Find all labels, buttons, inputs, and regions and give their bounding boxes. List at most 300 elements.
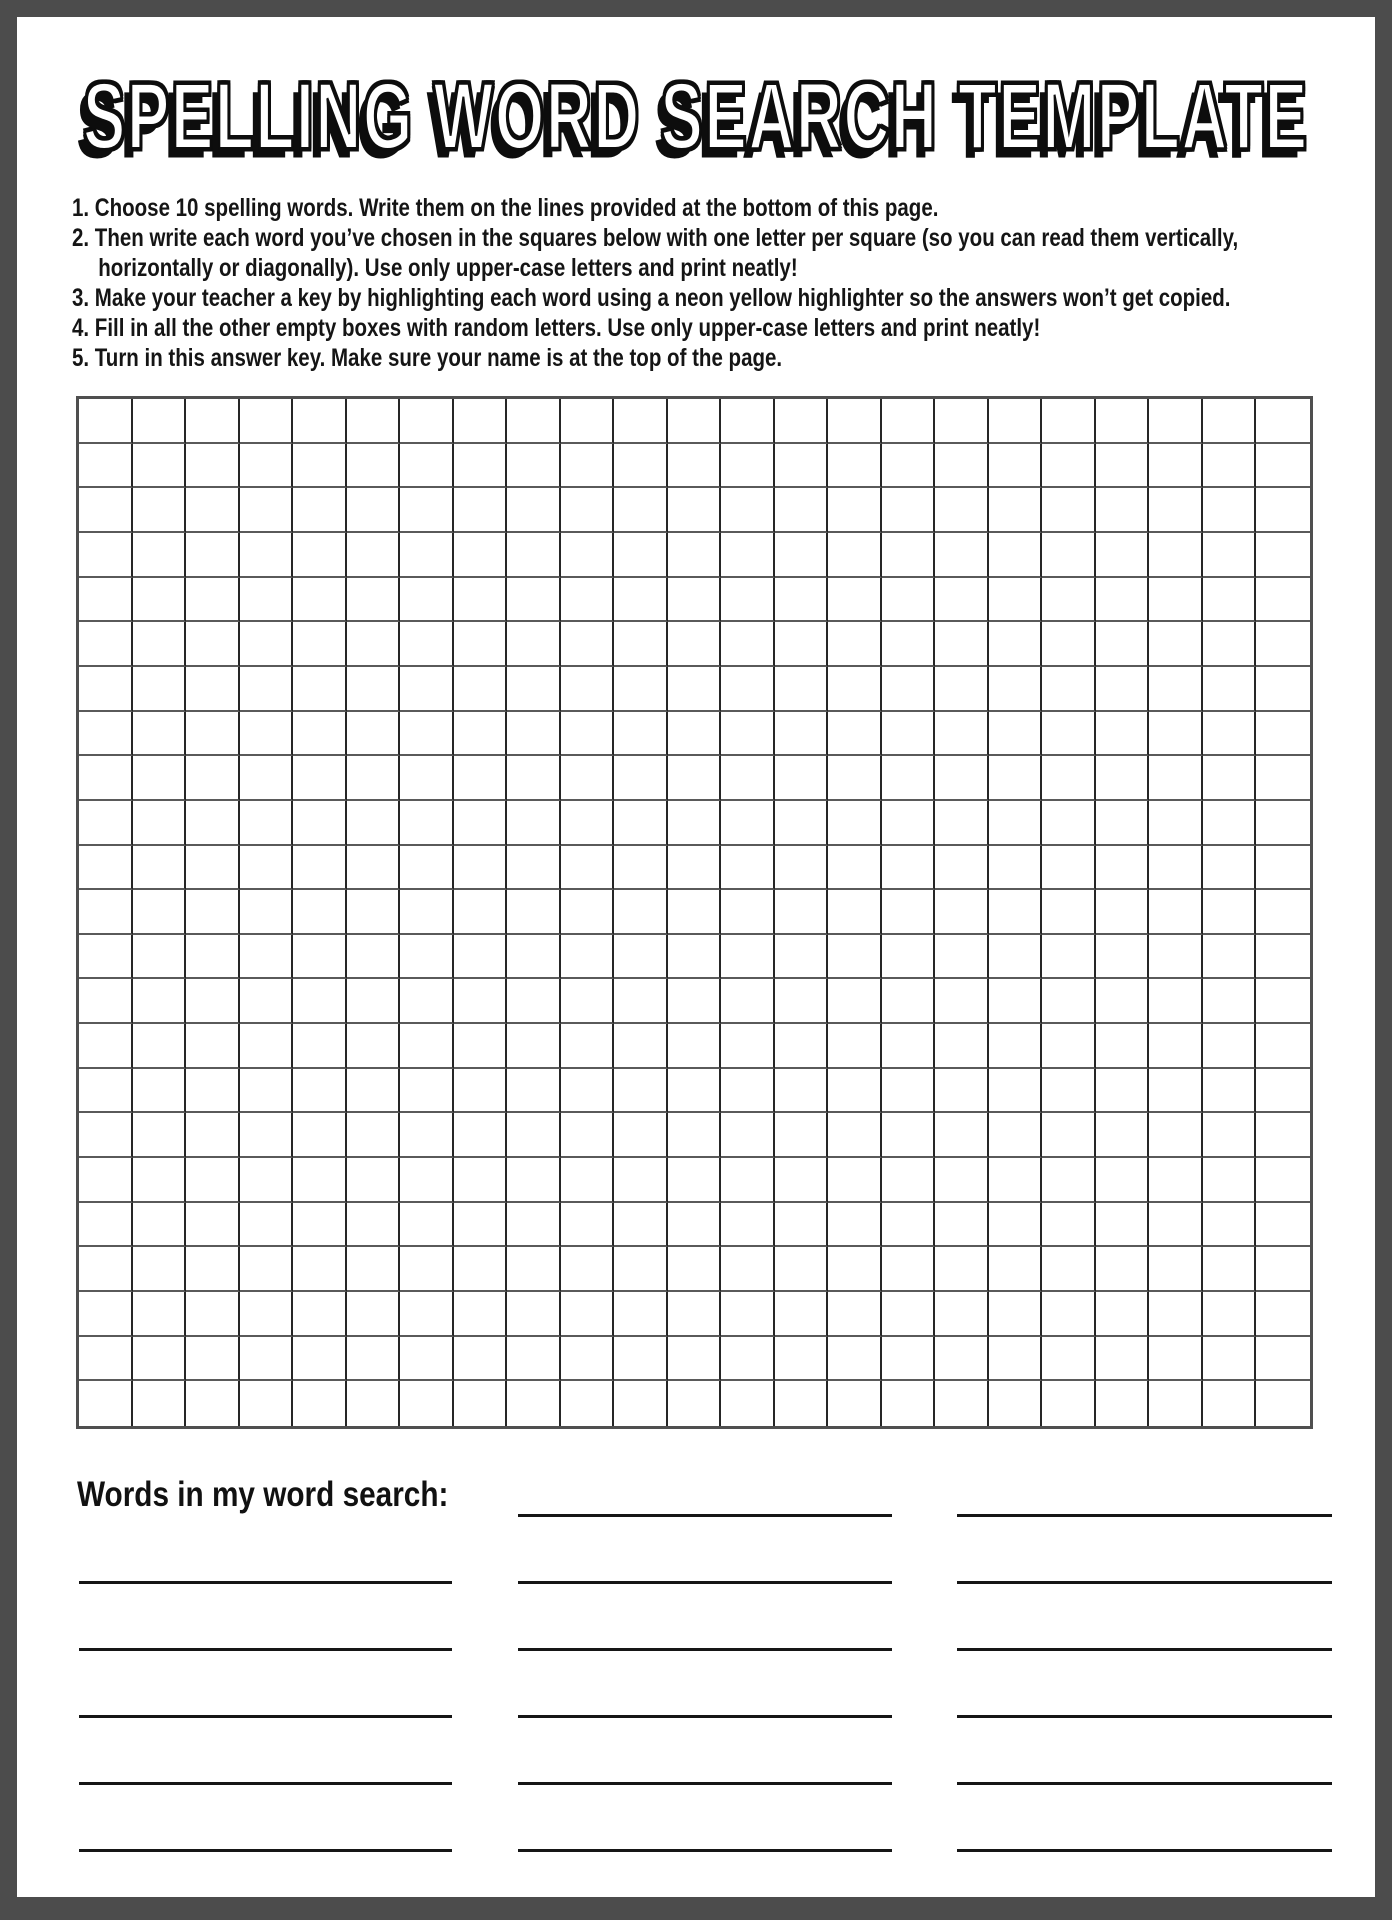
grid-cell	[79, 801, 133, 846]
grid-cell	[186, 1024, 240, 1069]
grid-cell	[935, 622, 989, 667]
grid-cell	[721, 712, 775, 757]
grid-cell	[240, 1113, 294, 1158]
grid-cell	[347, 1113, 401, 1158]
grid-cell	[240, 399, 294, 444]
grid-cell	[721, 1337, 775, 1382]
grid-cell	[1203, 444, 1257, 489]
grid-cell	[1096, 488, 1150, 533]
instructions-list	[72, 193, 1375, 373]
grid-cell	[775, 444, 829, 489]
grid-cell	[454, 399, 508, 444]
grid-cell	[79, 444, 133, 489]
grid-cell	[882, 756, 936, 801]
grid-cell	[507, 622, 561, 667]
grid-cell	[1042, 488, 1096, 533]
grid-cell	[989, 1203, 1043, 1248]
grid-cell	[828, 1158, 882, 1203]
grid-cell	[828, 1381, 882, 1426]
grid-cell	[240, 756, 294, 801]
grid-cell	[775, 846, 829, 891]
grid-cell	[133, 890, 187, 935]
grid-cell	[614, 1113, 668, 1158]
grid-cell	[668, 1024, 722, 1069]
grid-cell	[882, 1292, 936, 1337]
grid-cell	[614, 622, 668, 667]
grid-cell	[989, 712, 1043, 757]
page-title: SPELLING WORD SEARCH TEMPLATE	[83, 64, 1309, 170]
grid-cell	[347, 1381, 401, 1426]
instruction-line: 1. Choose 10 spelling words. Write them on the lines provided at the bottom of this page.	[72, 194, 939, 222]
grid-cell	[1042, 1292, 1096, 1337]
grid-cell	[454, 1024, 508, 1069]
grid-cell	[400, 578, 454, 623]
grid-cell	[186, 756, 240, 801]
grid-cell	[186, 667, 240, 712]
grid-cell	[454, 488, 508, 533]
grid-cell	[1096, 667, 1150, 712]
grid-cell	[507, 890, 561, 935]
word-blank-line	[957, 1648, 1332, 1651]
grid-cell	[400, 801, 454, 846]
grid-cell	[668, 1203, 722, 1248]
grid-cell	[721, 1069, 775, 1114]
grid-cell	[775, 1247, 829, 1292]
word-search-grid	[76, 396, 1313, 1429]
grid-cell	[989, 756, 1043, 801]
instruction-item-4	[72, 313, 1375, 343]
grid-cell	[400, 1158, 454, 1203]
grid-cell	[347, 1292, 401, 1337]
grid-cell	[775, 578, 829, 623]
grid-cell	[240, 935, 294, 980]
grid-cell	[882, 890, 936, 935]
grid-cell	[882, 488, 936, 533]
grid-cell	[828, 935, 882, 980]
grid-cell	[1149, 1381, 1203, 1426]
grid-cell	[989, 1292, 1043, 1337]
grid-cell	[240, 890, 294, 935]
grid-cell	[828, 622, 882, 667]
grid-cell	[293, 578, 347, 623]
word-blank-line	[518, 1782, 892, 1785]
grid-cell	[1042, 1247, 1096, 1292]
grid-cell	[989, 444, 1043, 489]
word-blank-line	[518, 1648, 892, 1651]
grid-cell	[561, 890, 615, 935]
grid-cell	[293, 1337, 347, 1382]
grid-cell	[668, 846, 722, 891]
grid-cell	[935, 1247, 989, 1292]
grid-cell	[668, 444, 722, 489]
instruction-item-2	[72, 223, 1375, 283]
grid-cell	[1256, 1247, 1310, 1292]
grid-cell	[240, 1158, 294, 1203]
instruction-line: horizontally or diagonally). Use only upper-case letters and print neatly!	[98, 254, 798, 282]
grid-cell	[293, 488, 347, 533]
grid-cell	[507, 578, 561, 623]
grid-cell	[882, 846, 936, 891]
grid-cell	[828, 712, 882, 757]
grid-cell	[1256, 756, 1310, 801]
grid-cell	[1042, 979, 1096, 1024]
grid-cell	[882, 979, 936, 1024]
grid-cell	[79, 1113, 133, 1158]
grid-cell	[1256, 1203, 1310, 1248]
grid-cell	[1203, 1292, 1257, 1337]
grid-cell	[1096, 935, 1150, 980]
grid-cell	[240, 1203, 294, 1248]
grid-cell	[454, 890, 508, 935]
grid-cell	[935, 667, 989, 712]
grid-cell	[614, 533, 668, 578]
grid-cell	[347, 801, 401, 846]
grid-cell	[507, 1113, 561, 1158]
grid-cell	[1096, 1292, 1150, 1337]
grid-cell	[561, 1292, 615, 1337]
grid-cell	[293, 1203, 347, 1248]
grid-cell	[1203, 1203, 1257, 1248]
grid-cell	[775, 979, 829, 1024]
grid-cell	[614, 1292, 668, 1337]
grid-cell	[133, 444, 187, 489]
grid-cell	[1042, 444, 1096, 489]
grid-cell	[240, 444, 294, 489]
grid-cell	[989, 846, 1043, 891]
grid-cell	[775, 756, 829, 801]
grid-cell	[1203, 533, 1257, 578]
grid-cell	[1096, 1247, 1150, 1292]
grid-cell	[721, 1292, 775, 1337]
grid-cell	[454, 622, 508, 667]
grid-cell	[347, 1158, 401, 1203]
grid-cell	[347, 399, 401, 444]
grid-cell	[400, 622, 454, 667]
grid-cell	[133, 1024, 187, 1069]
grid-cell	[1149, 1113, 1203, 1158]
grid-cell	[186, 1203, 240, 1248]
grid-cell	[186, 622, 240, 667]
grid-cell	[1096, 399, 1150, 444]
grid-cell	[935, 801, 989, 846]
grid-cell	[775, 712, 829, 757]
grid-cell	[882, 1113, 936, 1158]
grid-cell	[935, 444, 989, 489]
grid-cell	[293, 1247, 347, 1292]
grid-cell	[828, 1203, 882, 1248]
grid-cell	[133, 1292, 187, 1337]
grid-cell	[1096, 756, 1150, 801]
grid-cell	[1256, 578, 1310, 623]
grid-cell	[454, 846, 508, 891]
grid-cell	[721, 1113, 775, 1158]
grid-cell	[240, 846, 294, 891]
grid-cell	[721, 935, 775, 980]
grid-cell	[614, 801, 668, 846]
grid-cell	[347, 1069, 401, 1114]
grid-cell	[882, 1158, 936, 1203]
grid-cell	[79, 1337, 133, 1382]
grid-cell	[721, 667, 775, 712]
grid-cell	[400, 1292, 454, 1337]
grid-cell	[454, 712, 508, 757]
grid-cell	[1096, 801, 1150, 846]
grid-cell	[400, 890, 454, 935]
grid-cell	[721, 756, 775, 801]
grid-cell	[828, 667, 882, 712]
grid-cell	[1042, 1337, 1096, 1382]
grid-cell	[79, 846, 133, 891]
grid-cell	[561, 1381, 615, 1426]
grid-cell	[400, 935, 454, 980]
grid-cell	[614, 444, 668, 489]
grid-cell	[1149, 846, 1203, 891]
grid-cell	[507, 1292, 561, 1337]
grid-cell	[347, 667, 401, 712]
grid-cell	[561, 756, 615, 801]
word-blank-line	[518, 1849, 892, 1852]
grid-cell	[186, 488, 240, 533]
grid-cell	[828, 1024, 882, 1069]
grid-cell	[561, 1203, 615, 1248]
grid-cell	[347, 1337, 401, 1382]
grid-cell	[668, 399, 722, 444]
grid-cell	[1096, 1158, 1150, 1203]
grid-cell	[186, 801, 240, 846]
grid-cell	[454, 667, 508, 712]
words-section-label: Words in my word search:	[77, 1475, 449, 1514]
grid-cell	[293, 533, 347, 578]
grid-cell	[668, 578, 722, 623]
grid-cell	[507, 444, 561, 489]
grid-cell	[1042, 1113, 1096, 1158]
grid-cell	[614, 846, 668, 891]
grid-cell	[454, 1069, 508, 1114]
grid-cell	[828, 488, 882, 533]
grid-cell	[1256, 1069, 1310, 1114]
grid-cell	[1203, 622, 1257, 667]
grid-cell	[989, 578, 1043, 623]
grid-cell	[935, 1069, 989, 1114]
grid-cell	[775, 890, 829, 935]
grid-cell	[507, 1381, 561, 1426]
grid-cell	[293, 846, 347, 891]
grid-cell	[882, 1069, 936, 1114]
grid-cell	[293, 801, 347, 846]
grid-cell	[935, 846, 989, 891]
grid-cell	[293, 1381, 347, 1426]
grid-cell	[989, 801, 1043, 846]
grid-cell	[828, 1292, 882, 1337]
grid-cell	[186, 399, 240, 444]
grid-cell	[1256, 935, 1310, 980]
grid-cell	[1203, 1113, 1257, 1158]
grid-cell	[293, 1024, 347, 1069]
grid-cell	[347, 756, 401, 801]
grid-cell	[400, 756, 454, 801]
grid-cell	[828, 533, 882, 578]
grid-cell	[1256, 667, 1310, 712]
instruction-line: 5. Turn in this answer key. Make sure your name is at the top of the page.	[72, 344, 783, 372]
word-blank-line	[518, 1581, 892, 1584]
grid-cell	[400, 1113, 454, 1158]
grid-cell	[186, 578, 240, 623]
grid-cell	[507, 979, 561, 1024]
grid-cell	[507, 488, 561, 533]
grid-cell	[186, 444, 240, 489]
grid-cell	[561, 1158, 615, 1203]
grid-cell	[882, 935, 936, 980]
grid-cell	[1096, 1203, 1150, 1248]
grid-cell	[186, 712, 240, 757]
grid-cell	[561, 846, 615, 891]
grid-cell	[614, 1069, 668, 1114]
grid-cell	[1256, 1337, 1310, 1382]
grid-cell	[614, 488, 668, 533]
grid-cell	[1256, 890, 1310, 935]
grid-cell	[79, 533, 133, 578]
grid-cell	[186, 533, 240, 578]
grid-cell	[561, 1024, 615, 1069]
grid-cell	[989, 1024, 1043, 1069]
grid-cell	[79, 935, 133, 980]
grid-cell	[133, 488, 187, 533]
grid-cell	[935, 1381, 989, 1426]
grid-cell	[828, 1247, 882, 1292]
grid-cell	[1096, 1113, 1150, 1158]
word-blank-line	[518, 1715, 892, 1718]
word-blank-line	[957, 1514, 1332, 1517]
grid-cell	[721, 399, 775, 444]
grid-cell	[1042, 667, 1096, 712]
grid-cell	[614, 1024, 668, 1069]
grid-cell	[614, 578, 668, 623]
grid-cell	[935, 533, 989, 578]
grid-cell	[721, 1247, 775, 1292]
grid-cell	[79, 1158, 133, 1203]
grid-cell	[400, 1337, 454, 1382]
grid-cell	[668, 1292, 722, 1337]
grid-cell	[400, 533, 454, 578]
grid-cell	[935, 1024, 989, 1069]
grid-cell	[989, 1069, 1043, 1114]
grid-cell	[1042, 935, 1096, 980]
grid-cell	[79, 1247, 133, 1292]
grid-cell	[347, 846, 401, 891]
grid-cell	[347, 1024, 401, 1069]
grid-cell	[721, 622, 775, 667]
grid-cell	[1203, 1024, 1257, 1069]
grid-cell	[186, 935, 240, 980]
grid-cell	[186, 1247, 240, 1292]
grid-cell	[828, 979, 882, 1024]
instruction-line: 2. Then write each word you’ve chosen in the squares below with one letter per square (so you can read them vertically,	[72, 224, 1239, 252]
grid-cell	[347, 1247, 401, 1292]
grid-cell	[240, 1247, 294, 1292]
grid-cell	[240, 622, 294, 667]
grid-cell	[240, 578, 294, 623]
grid-cell	[507, 1069, 561, 1114]
grid-cell	[775, 488, 829, 533]
grid-cell	[882, 1247, 936, 1292]
grid-cell	[79, 712, 133, 757]
grid-cell	[293, 935, 347, 980]
grid-cell	[1096, 444, 1150, 489]
grid-cell	[775, 935, 829, 980]
word-blank-line	[79, 1648, 452, 1651]
grid-cell	[240, 801, 294, 846]
grid-cell	[989, 667, 1043, 712]
grid-cell	[454, 756, 508, 801]
grid-cell	[1096, 533, 1150, 578]
grid-cell	[561, 622, 615, 667]
grid-cell	[935, 756, 989, 801]
grid-cell	[133, 979, 187, 1024]
grid-cell	[400, 667, 454, 712]
grid-cell	[935, 578, 989, 623]
grid-cell	[186, 1337, 240, 1382]
grid-cell	[186, 890, 240, 935]
grid-cell	[186, 979, 240, 1024]
grid-cell	[1042, 578, 1096, 623]
grid-cell	[347, 935, 401, 980]
grid-cell	[721, 1024, 775, 1069]
grid-cell	[293, 1292, 347, 1337]
grid-cell	[561, 667, 615, 712]
grid-cell	[882, 533, 936, 578]
grid-cell	[775, 399, 829, 444]
grid-cell	[989, 488, 1043, 533]
grid-cell	[1042, 890, 1096, 935]
grid-cell	[186, 1158, 240, 1203]
grid-cell	[1149, 622, 1203, 667]
grid-cell	[1203, 399, 1257, 444]
grid-cell	[668, 1113, 722, 1158]
grid-cell	[1256, 712, 1310, 757]
grid-cell	[721, 1381, 775, 1426]
grid-cell	[935, 1203, 989, 1248]
grid-cell	[1256, 488, 1310, 533]
grid-cell	[561, 578, 615, 623]
grid-cell	[668, 712, 722, 757]
grid-cell	[561, 935, 615, 980]
grid-cell	[454, 1247, 508, 1292]
grid-cell	[1096, 1381, 1150, 1426]
grid-cell	[1042, 801, 1096, 846]
grid-cell	[614, 1247, 668, 1292]
grid-cell	[507, 1203, 561, 1248]
grid-cell	[1096, 890, 1150, 935]
word-blank-line	[957, 1849, 1332, 1852]
grid-cell	[935, 488, 989, 533]
grid-cell	[882, 712, 936, 757]
grid-cell	[1096, 712, 1150, 757]
grid-cell	[186, 1069, 240, 1114]
grid-cell	[721, 801, 775, 846]
grid-cell	[1203, 1247, 1257, 1292]
grid-cell	[1096, 1024, 1150, 1069]
grid-cell	[828, 578, 882, 623]
grid-cell	[1149, 801, 1203, 846]
grid-cell	[1042, 399, 1096, 444]
grid-cell	[935, 1292, 989, 1337]
grid-cell	[1256, 1158, 1310, 1203]
grid-cell	[989, 890, 1043, 935]
grid-cell	[240, 1069, 294, 1114]
grid-cell	[1256, 801, 1310, 846]
grid-cell	[293, 667, 347, 712]
grid-cell	[1042, 533, 1096, 578]
